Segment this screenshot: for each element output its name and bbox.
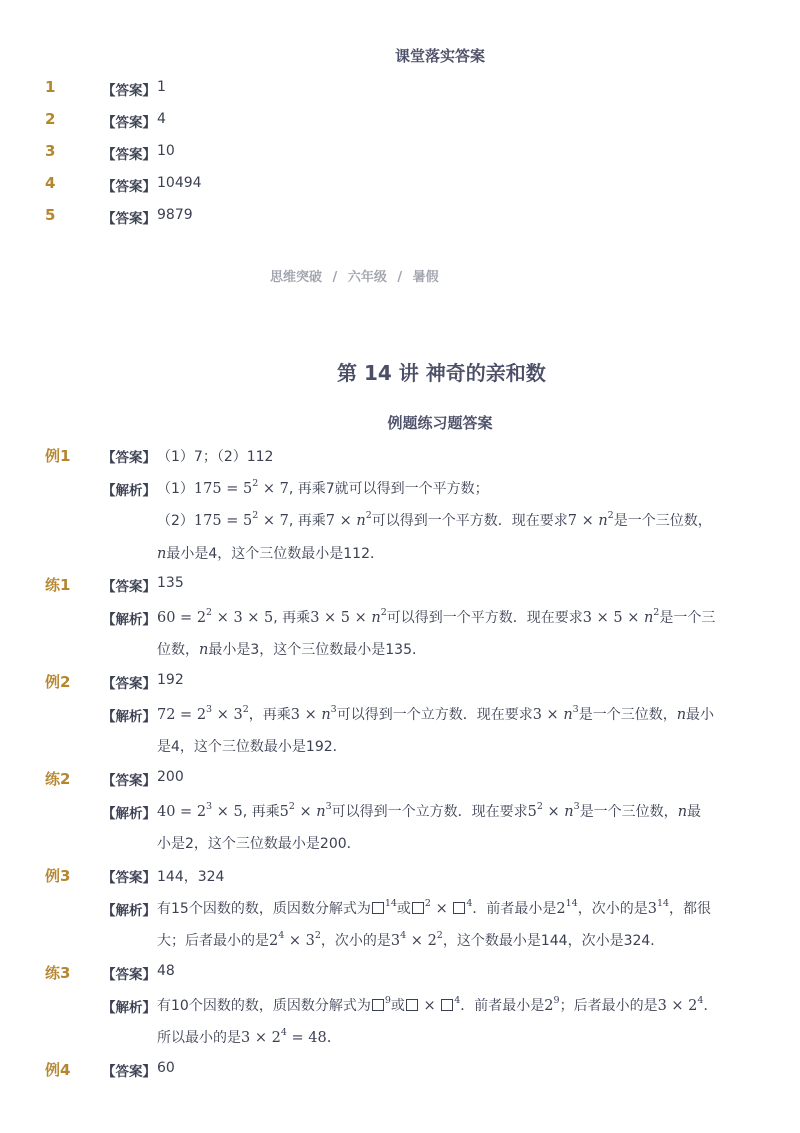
analysis-tag: 【解析】: [102, 709, 156, 725]
analysis-tag: 【解析】: [102, 806, 156, 822]
answer-value: 10494: [157, 175, 202, 191]
analysis-tag: 【解析】: [102, 1000, 156, 1016]
square-placeholder-icon: [453, 902, 465, 914]
book-header: [270, 266, 439, 285]
answer-tag: 【答案】: [102, 676, 156, 692]
item-number: 1: [45, 78, 56, 96]
answer-tag: 【答案】: [102, 147, 156, 163]
analysis-line: 是4，这个三位数最小是192．: [157, 739, 347, 755]
analysis-line: $40 = 2^3 \times 5$, 再乘$5^2 \times n^3$可以得到一个立方数．现在要求$5^2 \times n^3$是一个三位数，n最: [157, 801, 702, 820]
square-placeholder-icon: [372, 999, 384, 1011]
answer-value: （1）7；（2）112: [157, 449, 274, 465]
header-part: 六年级: [347, 270, 387, 285]
analysis-line: $60 = 2^2 \times 3 \times 5$, 再乘$3 \times 5 \times n^2$可以得到一个平方数．现在要求$3 \times 5 \times n^2$是一个三: [157, 607, 716, 626]
square-placeholder-icon: [441, 999, 453, 1011]
answer-tag: 【答案】: [102, 870, 156, 886]
answer-value: 1: [157, 79, 166, 95]
answer-value: 4: [157, 111, 166, 127]
answer-tag: 【答案】: [102, 1064, 156, 1080]
header-separator: /: [332, 270, 338, 285]
analysis-tag: 【解析】: [102, 483, 156, 499]
entry-label: 例4: [45, 1061, 71, 1079]
analysis-line: n最小是4，这个三位数最小是112．: [157, 546, 384, 562]
answer-value: 10: [157, 143, 175, 159]
square-placeholder-icon: [412, 902, 424, 914]
analysis-line: 位数，n最小是3，这个三位数最小是135．: [157, 642, 426, 658]
square-placeholder-icon: [372, 902, 384, 914]
entry-label: 练3: [45, 964, 71, 982]
answer-value: 192: [157, 672, 184, 688]
entry-label: 例3: [45, 867, 71, 885]
answer-value: 9879: [157, 207, 193, 223]
answer-value: 48: [157, 963, 175, 979]
analysis-line: 有15个因数的数，质因数分解式为 $^{14}$或 $^2$ × $^4$．前者最小是$2^{14}$，次小的是$3^{14}$，都很: [157, 898, 712, 917]
header-part: 暑假: [412, 270, 439, 285]
answer-tag: 【答案】: [102, 211, 156, 227]
entry-label: 例2: [45, 673, 71, 691]
analysis-line: $(2)175 = 5^2 \times 7$, 再乘$7 \times n^2$可以得到一个平方数．现在要求$7 \times n^2$是一个三位数，: [157, 510, 712, 529]
analysis-line: 大；后者最小的是$2^4 \times 3^2$，次小的是$3^4 \times 2^2$，这个数最小是144，次小是324．: [157, 930, 665, 949]
answer-value: 60: [157, 1060, 175, 1076]
item-number: 3: [45, 142, 56, 160]
answer-tag: 【答案】: [102, 773, 156, 789]
answer-tag: 【答案】: [102, 450, 156, 466]
answer-tag: 【答案】: [102, 83, 156, 99]
analysis-tag: 【解析】: [102, 612, 156, 628]
analysis-line: 有10个因数的数，质因数分解式为 $^9$或 × $^4$．前者最小是$2^9$；后者最小的是$3 \times 2^4$．: [157, 995, 718, 1014]
answer-tag: 【答案】: [102, 115, 156, 131]
analysis-line: $72 = 2^3 \times 3^2$，再乘$3 \times n^3$可以得到一个立方数．现在要求$3 \times n^3$是一个三位数，n最小: [157, 704, 715, 723]
section-title: 课堂落实答案: [394, 47, 485, 65]
square-placeholder-icon: [406, 999, 418, 1011]
analysis-line: 小是2，这个三位数最小是200．: [157, 836, 361, 852]
answer-tag: 【答案】: [102, 579, 156, 595]
answer-value: 135: [157, 575, 184, 591]
analysis-line: 所以最小的是$3 \times 2^4 = 48$.: [157, 1027, 332, 1046]
answer-tag: 【答案】: [102, 179, 156, 195]
header-separator: /: [397, 270, 403, 285]
lecture-title: 第 14 讲 神奇的亲和数: [337, 361, 546, 385]
answer-tag: 【答案】: [102, 967, 156, 983]
answer-value: 144，324: [157, 869, 225, 885]
analysis-line: $(1)175 = 5^2 \times 7$, 再乘7就可以得到一个平方数；: [157, 478, 489, 497]
analysis-tag: 【解析】: [102, 903, 156, 919]
item-number: 4: [45, 174, 56, 192]
section-title: 例题练习题答案: [387, 414, 493, 432]
answer-value: 200: [157, 769, 184, 785]
entry-label: 练1: [45, 576, 71, 594]
item-number: 2: [45, 110, 56, 128]
entry-label: 例1: [45, 447, 71, 465]
entry-label: 练2: [45, 770, 71, 788]
item-number: 5: [45, 206, 56, 224]
header-part: 思维突破: [270, 270, 323, 285]
